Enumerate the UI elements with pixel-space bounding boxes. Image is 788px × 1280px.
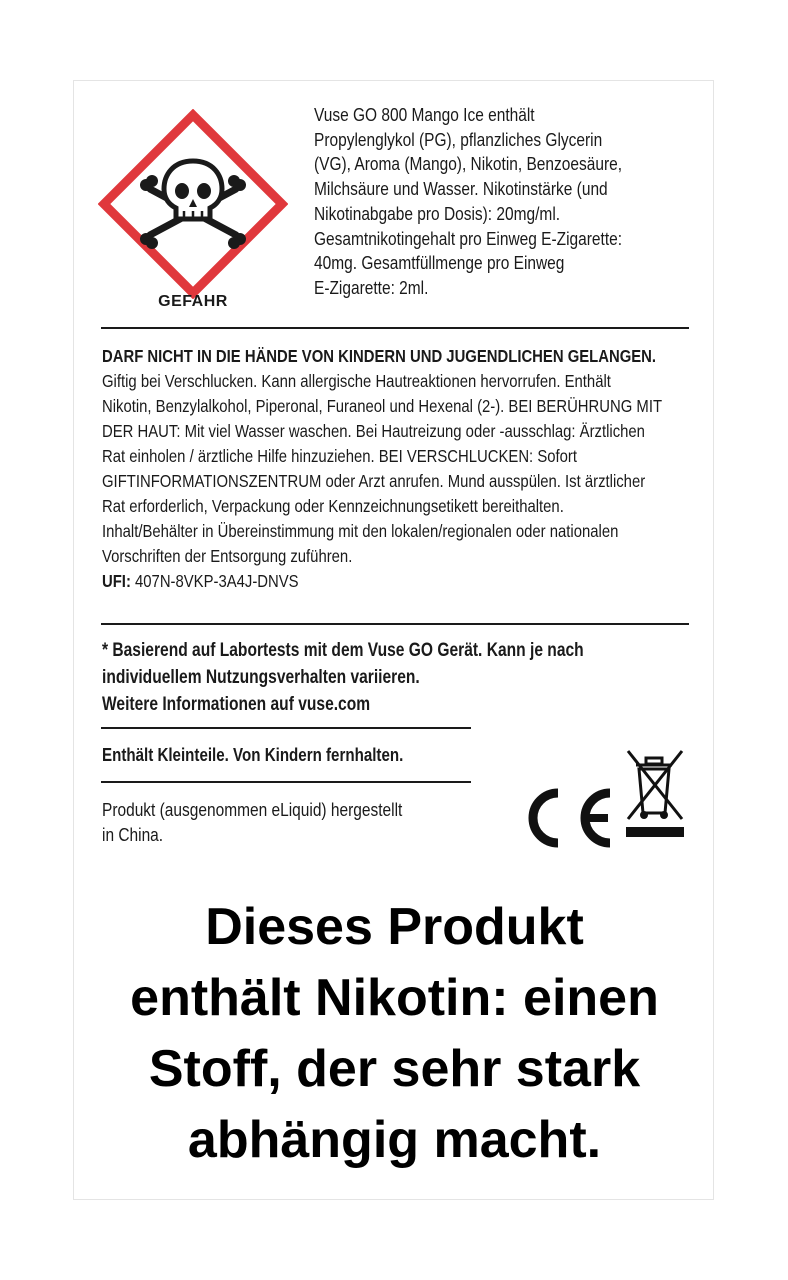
divider	[101, 727, 471, 729]
skull-crossbones-icon	[98, 109, 288, 299]
crossed-out-bin-icon	[622, 747, 688, 843]
hazard-signal-word: GEFAHR	[158, 293, 228, 310]
lab-note-line: individuellem Nutzungsverhalten variieren.	[102, 667, 420, 688]
nicotine-warning-line: Dieses Produkt	[205, 898, 584, 956]
nicotine-warning-line: abhängig macht.	[187, 1111, 602, 1169]
ingredients-line: Gesamtnikotingehalt pro Einweg E-Zigarette:	[314, 228, 623, 249]
warning-line: Rat erforderlich, Verpackung oder Kennzeichnungsetikett bereithalten.	[102, 496, 564, 516]
safety-warning	[102, 344, 687, 594]
ingredients-line: Milchsäure und Wasser. Nikotinstärke (und	[314, 179, 608, 200]
small-parts-warning: Enthält Kleinteile. Von Kindern fernhalten.	[102, 745, 404, 765]
product-label	[73, 80, 714, 1200]
ingredients-line: Nikotinabgabe pro Dosis): 20mg/ml.	[314, 203, 561, 224]
nicotine-warning-line: Stoff, der sehr stark	[148, 1040, 641, 1098]
ingredients-line: Vuse GO 800 Mango Ice enthält	[314, 105, 535, 125]
warning-line: Nikotin, Benzylalkohol, Piperonal, Furaneol und Hexenal (2-). BEI BERÜHRUNG MIT	[102, 396, 663, 416]
lab-note-line: Weitere Informationen auf vuse.com	[102, 694, 371, 715]
divider	[101, 327, 689, 329]
warning-line: Vorschriften der Entsorgung zuführen.	[102, 546, 353, 566]
warning-line: DER HAUT: Mit viel Wasser waschen. Bei Hautreizung oder -ausschlag: Ärztlichen	[102, 421, 645, 441]
origin-line: in China.	[102, 825, 164, 845]
ingredients-line: 40mg. Gesamtfüllmenge pro Einweg	[314, 253, 565, 274]
ufi-code	[102, 569, 687, 594]
warning-line: Inhalt/Behälter in Übereinstimmung mit den lokalen/regionalen oder nationalen	[102, 521, 619, 541]
hazard-pictogram	[98, 109, 288, 309]
origin-note	[102, 798, 498, 848]
lab-note-line: * Basierend auf Labortests mit dem Vuse GO Gerät. Kann je nach	[102, 640, 584, 661]
label-text-area	[74, 81, 715, 867]
ingredients-text	[314, 103, 701, 301]
divider	[101, 781, 471, 783]
nicotine-warning-box	[74, 867, 715, 1201]
lab-test-note	[102, 637, 660, 718]
ingredients-line: Propylenglykol (PG), pflanzliches Glycerin	[314, 129, 603, 150]
nicotine-warning-line: enthält Nikotin: einen	[130, 969, 659, 1027]
divider	[101, 623, 689, 625]
ufi-key: UFI:	[102, 571, 131, 591]
ingredients-line: E-Zigarette: 2ml.	[314, 277, 429, 298]
warning-line: GIFTINFORMATIONSZENTRUM oder Arzt anrufen. Mund ausspülen. Ist ärztlicher	[102, 471, 646, 491]
ce-mark-icon	[518, 787, 618, 849]
warning-line: Rat einholen / ärztliche Hilfe hinzuziehen. BEI VERSCHLUCKEN: Sofort	[102, 446, 577, 466]
ingredients-line: (VG), Aroma (Mango), Nikotin, Benzoesäure,	[314, 154, 623, 175]
warning-heading: DARF NICHT IN DIE HÄNDE VON KINDERN UND JUGENDLICHEN GELANGEN.	[102, 346, 657, 366]
ufi-value: 407N-8VKP-3A4J-DNVS	[130, 571, 299, 591]
origin-line: Produkt (ausgenommen eLiquid) hergestellt	[102, 800, 403, 820]
warning-line: Giftig bei Verschlucken. Kann allergische Hautreaktionen hervorrufen. Enthält	[102, 371, 611, 391]
nicotine-warning	[130, 892, 659, 1176]
